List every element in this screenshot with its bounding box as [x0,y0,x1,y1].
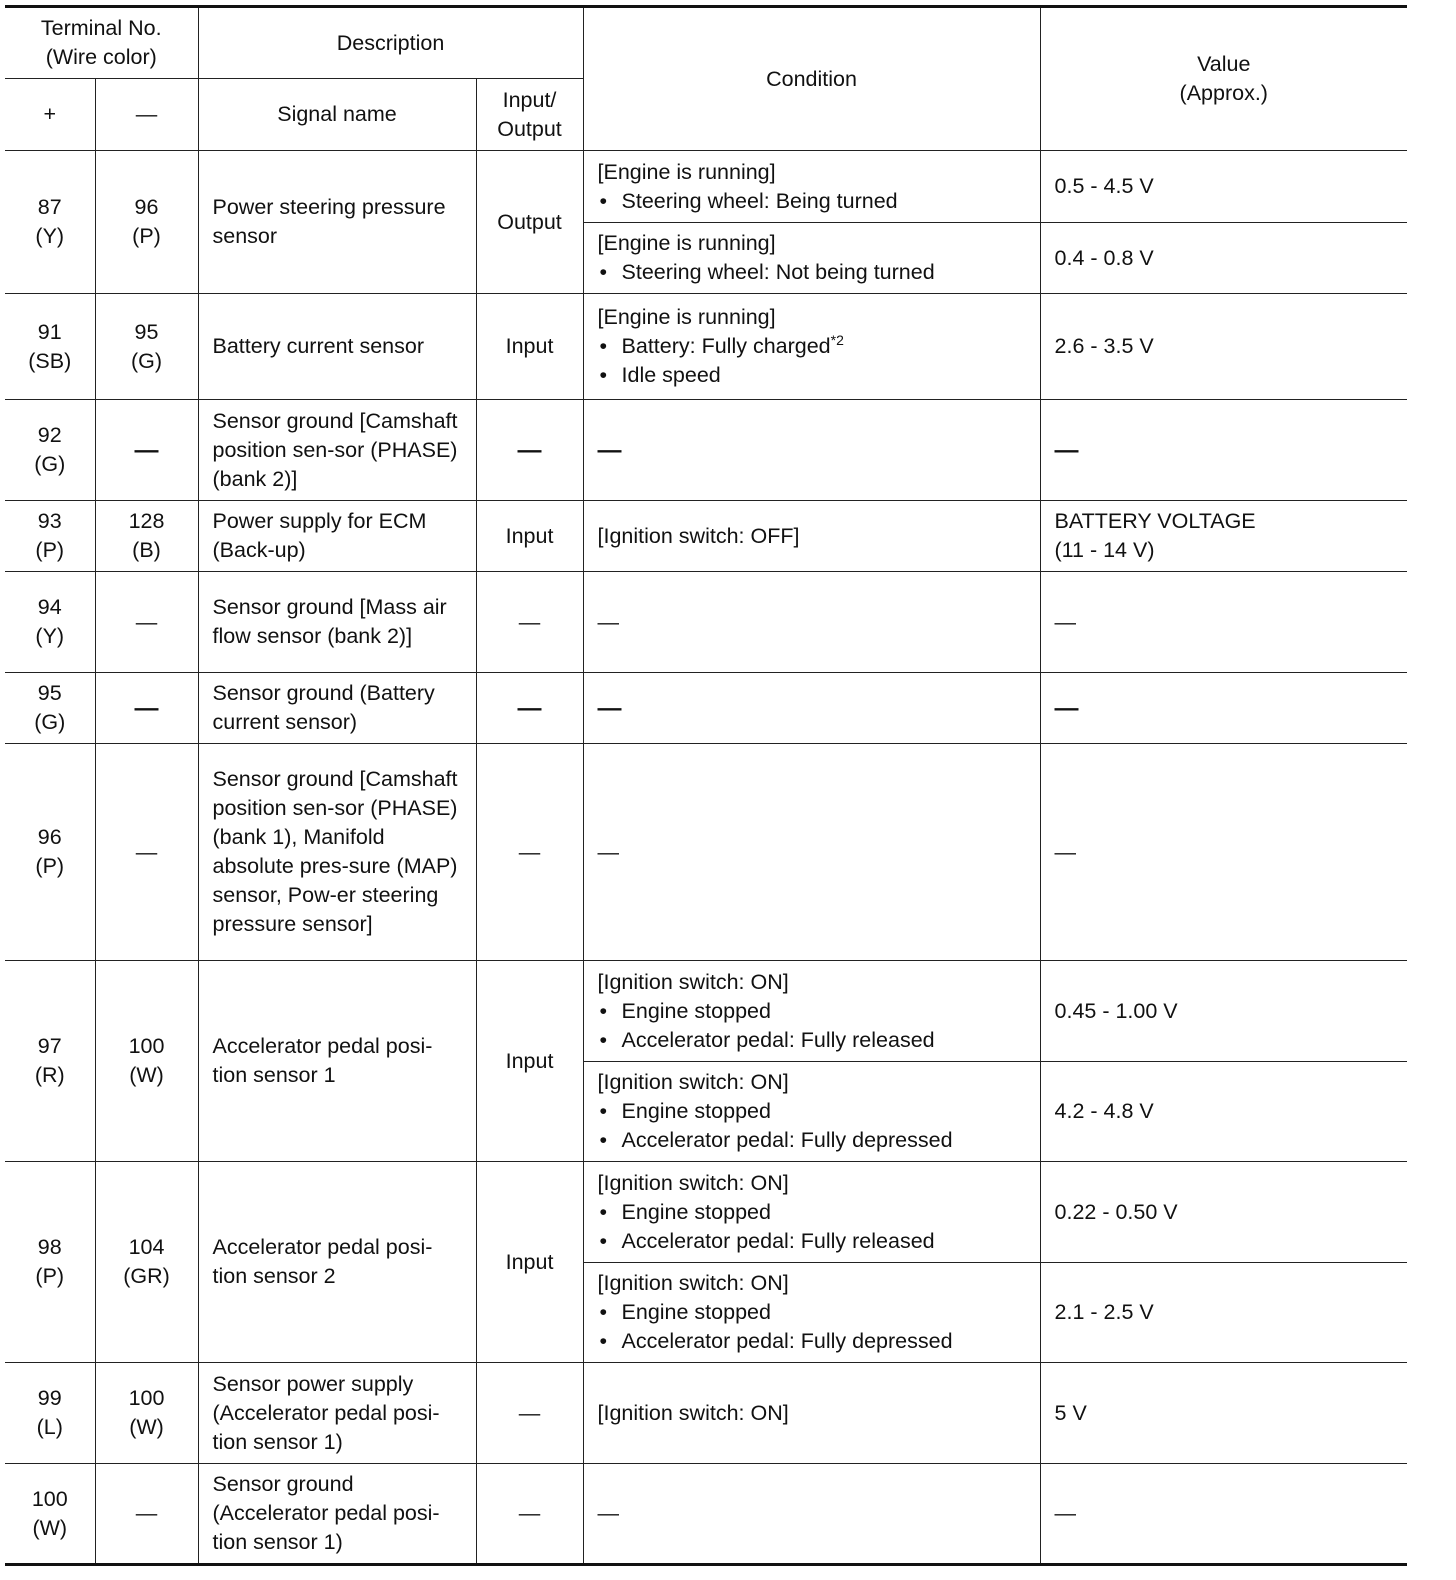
terminal-plus-wire-color: (Y) [35,224,65,248]
terminal-minus-no: — [134,694,159,722]
table-row [5,1162,1407,1263]
condition-bullet-text: Engine stopped [621,998,771,1023]
condition-cell [583,151,1040,223]
terminal-plus-wire-color: (L) [36,1415,63,1439]
signal-name-cell: Battery current sensor [198,294,476,400]
terminal-minus-wire-color: (W) [129,1063,164,1087]
condition-bullet [598,361,1030,390]
terminal-minus-cell [95,151,198,294]
table-row [5,294,1407,400]
condition-bullet-text: Accelerator pedal: Fully depressed [621,1128,953,1152]
signal-name-cell: Sensor ground [Mass air flow sensor (bank 2)] [198,572,476,673]
condition-cell [583,1162,1040,1263]
terminal-plus-cell [5,961,95,1162]
terminal-plus-wire-color: (Y) [35,624,65,648]
input-output-cell: Input [476,501,583,572]
minus-header: — [95,79,198,151]
footnote-marker: *2 [830,332,844,348]
value-cell [1040,1263,1407,1363]
input-output-cell: — [476,1464,583,1565]
table-row [5,572,1407,673]
condition-header-text: [Ignition switch: ON] [597,1070,789,1094]
terminal-plus-wire-color: (W) [32,1515,68,1540]
condition-bullet [598,1227,1030,1256]
condition-cell [583,961,1040,1062]
condition-cell [583,501,1040,572]
value-label: Value [1197,52,1251,76]
condition-header-text: [Ignition switch: ON] [597,1271,789,1295]
terminal-plus-cell [5,501,95,572]
terminal-plus-wire-color: (R) [34,1063,65,1087]
input-output-cell: — [476,400,583,501]
terminal-minus-cell [95,961,198,1162]
terminal-plus-no: 98 [37,1235,62,1259]
condition-bullet-text: Steering wheel: Being turned [621,188,898,213]
input-output-cell: Output [476,151,583,294]
condition-bullet-text: Engine stopped [621,1099,771,1123]
input-output-cell: — [476,572,583,673]
terminal-plus-no: 94 [37,595,62,619]
value-cell [1040,294,1407,400]
terminal-minus-cell [95,1162,198,1363]
description-header: Description [198,7,583,79]
terminal-plus-no: 97 [37,1034,62,1058]
signal-name-cell: Power steering pressure sensor [198,151,476,294]
value-text: — [1054,436,1079,464]
condition-cell [583,744,1040,961]
terminal-plus-wire-color: (P) [35,1264,65,1288]
condition-cell [583,1263,1040,1363]
terminal-plus-wire-color: (SB) [28,348,72,373]
terminal-no-label: Terminal No. [40,16,162,40]
value-text: — [1054,1501,1077,1525]
condition-header-text: — [597,839,620,864]
value-cell [1040,151,1407,223]
terminal-minus-no: 96 [134,195,159,219]
terminal-plus-cell [5,673,95,744]
terminal-minus-no: 95 [134,319,159,344]
condition-cell [583,572,1040,673]
input-output-cell: Input [476,294,583,400]
condition-header-text: — [597,1501,620,1525]
value-text: 0.5 - 4.5 V [1054,174,1154,198]
value-text: — [1054,694,1079,722]
terminal-minus-cell [95,294,198,400]
terminal-plus-cell [5,744,95,961]
signal-name-cell: Sensor power supply (Accelerator pedal posi-tion sensor 1) [198,1363,476,1464]
value-text: 0.22 - 0.50 V [1054,1199,1178,1224]
condition-bullet [598,1298,1030,1327]
condition-cell [583,1363,1040,1464]
value-cell [1040,961,1407,1062]
terminal-minus-cell [95,673,198,744]
terminal-table-container [5,5,1407,1566]
terminal-minus-no: — [135,609,158,634]
terminal-minus-wire-color: (P) [132,224,161,248]
terminal-minus-cell [95,400,198,501]
condition-bullet [598,1327,1030,1356]
condition-bullet [598,1026,1030,1055]
condition-cell [583,673,1040,744]
value-cell [1040,501,1407,572]
condition-header-text: — [597,609,620,634]
condition-header-text: [Ignition switch: OFF] [597,523,800,548]
terminal-minus-no: — [134,436,159,464]
terminal-minus-no: 100 [128,1034,165,1058]
terminal-plus-cell [5,151,95,294]
signal-name-cell: Sensor ground [Camshaft position sen-sor (PHASE) (bank 1), Manifold absolute pres-sure (MAP) sensor, Pow-er steering pressure sensor] [198,744,476,961]
condition-header: Condition [583,7,1040,151]
signal-name-cell: Sensor ground (Accelerator pedal posi-tion sensor 1) [198,1464,476,1565]
condition-header-text: [Ignition switch: ON] [597,969,789,994]
terminal-no-header [5,7,198,79]
signal-name-cell: Sensor ground [Camshaft position sen-sor (PHASE) (bank 2)] [198,400,476,501]
terminal-minus-wire-color: (G) [130,348,163,373]
value-cell [1040,1162,1407,1263]
condition-cell [583,1464,1040,1565]
terminal-plus-cell [5,1162,95,1363]
input-output-label-1: Input/ [502,87,557,112]
condition-bullet-text: Steering wheel: Not being turned [621,260,935,284]
condition-header-text: [Engine is running] [597,305,776,329]
condition-cell [583,1062,1040,1162]
terminal-plus-cell [5,400,95,501]
table-row [5,151,1407,223]
terminal-plus-wire-color: (P) [35,854,65,878]
ecm-terminal-table [5,5,1407,1566]
value-text: 4.2 - 4.8 V [1054,1099,1154,1123]
terminal-minus-no: — [135,839,158,864]
table-row [5,744,1407,961]
condition-header-text: — [597,436,622,464]
terminal-plus-no: 93 [37,509,62,533]
table-row [5,961,1407,1062]
terminal-plus-cell [5,1464,95,1565]
terminal-plus-cell [5,572,95,673]
signal-name-cell: Accelerator pedal posi-tion sensor 2 [198,1162,476,1363]
condition-bullet [598,332,1030,361]
value-text: BATTERY VOLTAGE [1054,509,1256,533]
condition-header-text: [Ignition switch: ON] [597,1170,789,1195]
condition-cell [583,294,1040,400]
table-row [5,1464,1407,1565]
terminal-minus-cell [95,744,198,961]
condition-bullet [598,1126,1030,1155]
terminal-minus-cell [95,1363,198,1464]
signal-name-cell: Sensor ground (Battery current sensor) [198,673,476,744]
terminal-minus-cell [95,501,198,572]
input-output-cell: — [476,744,583,961]
table-row [5,400,1407,501]
signal-name-cell: Accelerator pedal posi-tion sensor 1 [198,961,476,1162]
condition-header-text: [Ignition switch: ON] [597,1400,789,1425]
condition-bullet-text: Accelerator pedal: Fully released [621,1027,935,1052]
terminal-plus-wire-color: (G) [34,452,66,476]
condition-bullet [598,187,1030,216]
value-cell [1040,1464,1407,1565]
plus-header: + [5,79,95,151]
terminal-minus-no: — [135,1501,158,1525]
terminal-minus-wire-color: (W) [129,1415,164,1439]
condition-cell [583,400,1040,501]
value-text: 0.45 - 1.00 V [1054,998,1178,1023]
terminal-plus-no: 91 [37,319,62,344]
condition-bullet [598,997,1030,1026]
condition-header-text: [Engine is running] [597,159,776,184]
table-row [5,673,1407,744]
terminal-plus-no: 87 [37,195,62,219]
value-text: — [1054,839,1077,864]
condition-header-text: — [597,694,622,722]
table-row [5,1363,1407,1464]
terminal-minus-wire-color: (B) [132,538,161,562]
condition-bullet-text: Engine stopped [621,1199,771,1224]
terminal-minus-wire-color: (GR) [123,1264,170,1288]
input-output-cell: — [476,673,583,744]
terminal-plus-cell [5,1363,95,1464]
terminal-plus-no: 99 [37,1386,62,1410]
value-header [1040,7,1407,151]
value-text: 2.6 - 3.5 V [1054,334,1154,358]
terminal-plus-cell [5,294,95,400]
condition-bullet-text: Engine stopped [621,1300,771,1324]
condition-bullet-text: Idle speed [621,363,721,387]
terminal-plus-no: 95 [37,681,62,705]
condition-bullet-text: Accelerator pedal: Fully depressed [621,1329,953,1353]
terminal-minus-cell [95,572,198,673]
value-text: 5 V [1054,1400,1087,1425]
wire-color-label: (Wire color) [45,45,157,69]
value-cell [1040,1363,1407,1464]
signal-name-cell: Power supply for ECM (Back-up) [198,501,476,572]
value-cell [1040,223,1407,294]
input-output-header [476,79,583,151]
value-text: 2.1 - 2.5 V [1054,1300,1154,1324]
value-text: 0.4 - 0.8 V [1054,245,1154,270]
value-cell [1040,673,1407,744]
table-body [5,151,1407,1565]
terminal-plus-no: 92 [37,423,62,447]
condition-bullet [598,258,1030,287]
value-cell [1040,400,1407,501]
input-output-cell: Input [476,1162,583,1363]
condition-bullet [598,1097,1030,1126]
condition-cell [583,223,1040,294]
condition-bullet [598,1198,1030,1227]
signal-name-header: Signal name [198,79,476,151]
terminal-minus-no: 104 [128,1235,165,1259]
value-cell [1040,1062,1407,1162]
condition-header-text: [Engine is running] [597,231,776,255]
table-row [5,501,1407,572]
value-approx-label: (Approx.) [1179,81,1268,105]
terminal-minus-no: 128 [128,509,165,533]
terminal-plus-no: 96 [37,825,62,849]
condition-bullet-text: Accelerator pedal: Fully released [621,1228,935,1253]
input-output-cell: Input [476,961,583,1162]
condition-bullet-text: Battery: Fully charged [621,334,831,358]
terminal-minus-no: 100 [128,1386,165,1410]
terminal-plus-wire-color: (P) [35,538,65,562]
value-cell [1040,744,1407,961]
value-text-2: (11 - 14 V) [1054,538,1155,562]
terminal-plus-no: 100 [31,1486,68,1511]
terminal-plus-wire-color: (G) [34,710,66,734]
value-text: — [1054,609,1077,634]
input-output-label-2: Output [497,116,562,141]
input-output-cell: — [476,1363,583,1464]
value-cell [1040,572,1407,673]
terminal-minus-cell [95,1464,198,1565]
